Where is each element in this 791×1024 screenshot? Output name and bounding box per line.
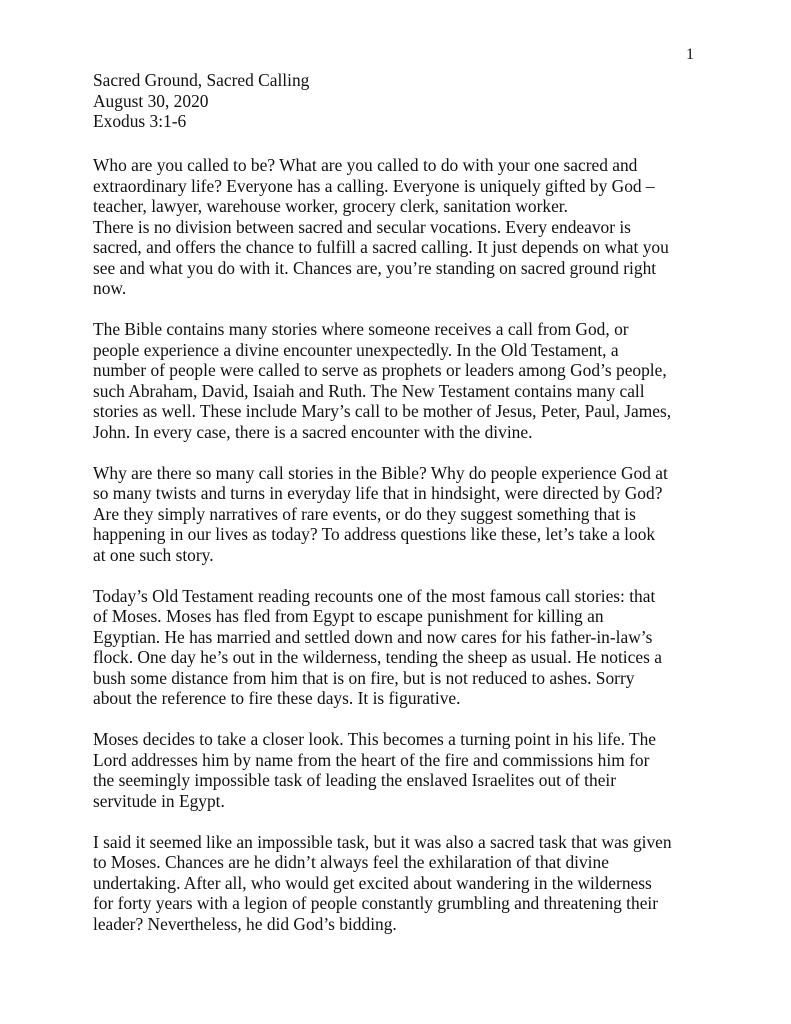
text-line: undertaking. After all, who would get excited about wandering in the wilderness: [93, 872, 652, 893]
text-line: leader? Nevertheless, he did God’s bidding.: [93, 913, 397, 934]
page-number: 1: [686, 46, 694, 63]
paragraph: [93, 832, 733, 935]
document-body: [93, 155, 733, 955]
paragraph: [93, 319, 733, 442]
text-line: to Moses. Chances are he didn’t always feel the exhilaration of that divine: [93, 852, 609, 872]
text-line: at one such story.: [93, 544, 214, 565]
sermon-title: Sacred Ground, Sacred Calling: [93, 70, 310, 90]
text-line: There is no division between sacred and secular vocations. Every endeavor is: [93, 216, 631, 237]
text-line: Moses decides to take a closer look. This becomes a turning point in his life. The: [93, 729, 656, 749]
sermon-header: [93, 70, 309, 132]
paragraph: [93, 729, 733, 811]
text-line: sacred, and offers the chance to fulfill a sacred calling. It just depends on what you: [93, 237, 669, 257]
sermon-date: August 30, 2020: [93, 90, 209, 111]
text-line: I said it seemed like an impossible task, but it was also a sacred task that was given: [93, 831, 672, 852]
text-line: for forty years with a legion of people constantly grumbling and threatening their: [93, 893, 659, 913]
text-line: extraordinary life? Everyone has a calling. Everyone is uniquely gifted by God –: [93, 175, 655, 196]
scripture-reference: Exodus 3:1-6: [93, 111, 187, 131]
text-line: about the reference to fire these days. It is figurative.: [93, 688, 461, 708]
text-line: Who are you called to be? What are you called to do with your one sacred and: [93, 155, 638, 175]
text-line: stories as well. These include Mary’s call to be mother of Jesus, Peter, Paul, James,: [93, 401, 672, 421]
text-line: flock. One day he’s out in the wilderness, tending the sheep as usual. He notices a: [93, 647, 662, 667]
text-line: Are they simply narratives of rare events, or do they suggest something that is: [93, 503, 636, 524]
text-line: now.: [93, 278, 127, 298]
paragraph: [93, 155, 733, 299]
text-line: bush some distance from him that is on fire, but is not reduced to ashes. Sorry: [93, 667, 635, 688]
text-line: such Abraham, David, Isaiah and Ruth. The New Testament contains many call: [93, 380, 645, 401]
paragraph: [93, 586, 733, 709]
text-line: Why are there so many call stories in the Bible? Why do people experience God at: [93, 462, 668, 483]
text-line: so many twists and turns in everyday life that in hindsight, were directed by God?: [93, 483, 663, 503]
text-line: Lord addresses him by name from the heart of the fire and commissions him for: [93, 749, 650, 770]
paragraph: [93, 463, 733, 566]
text-line: Today’s Old Testament reading recounts one of the most famous call stories: that: [93, 585, 656, 606]
text-line: the seemingly impossible task of leading the enslaved Israelites out of their: [93, 770, 617, 790]
text-line: of Moses. Moses has fled from Egypt to escape punishment for killing an: [93, 606, 604, 626]
text-line: John. In every case, there is a sacred encounter with the divine.: [93, 421, 533, 442]
text-line: see and what you do with it. Chances are, you’re standing on sacred ground right: [93, 257, 657, 278]
text-line: number of people were called to serve as prophets or leaders among God’s people,: [93, 360, 667, 380]
text-line: servitude in Egypt.: [93, 790, 225, 811]
text-line: Egyptian. He has married and settled down and now cares for his father-in-law’s: [93, 626, 653, 647]
text-line: teacher, lawyer, warehouse worker, grocery clerk, sanitation worker.: [93, 196, 568, 216]
text-line: people experience a divine encounter unexpectedly. In the Old Testament, a: [93, 339, 619, 360]
text-line: happening in our lives as today? To address questions like these, let’s take a look: [93, 524, 656, 544]
text-line: The Bible contains many stories where someone receives a call from God, or: [93, 319, 629, 339]
